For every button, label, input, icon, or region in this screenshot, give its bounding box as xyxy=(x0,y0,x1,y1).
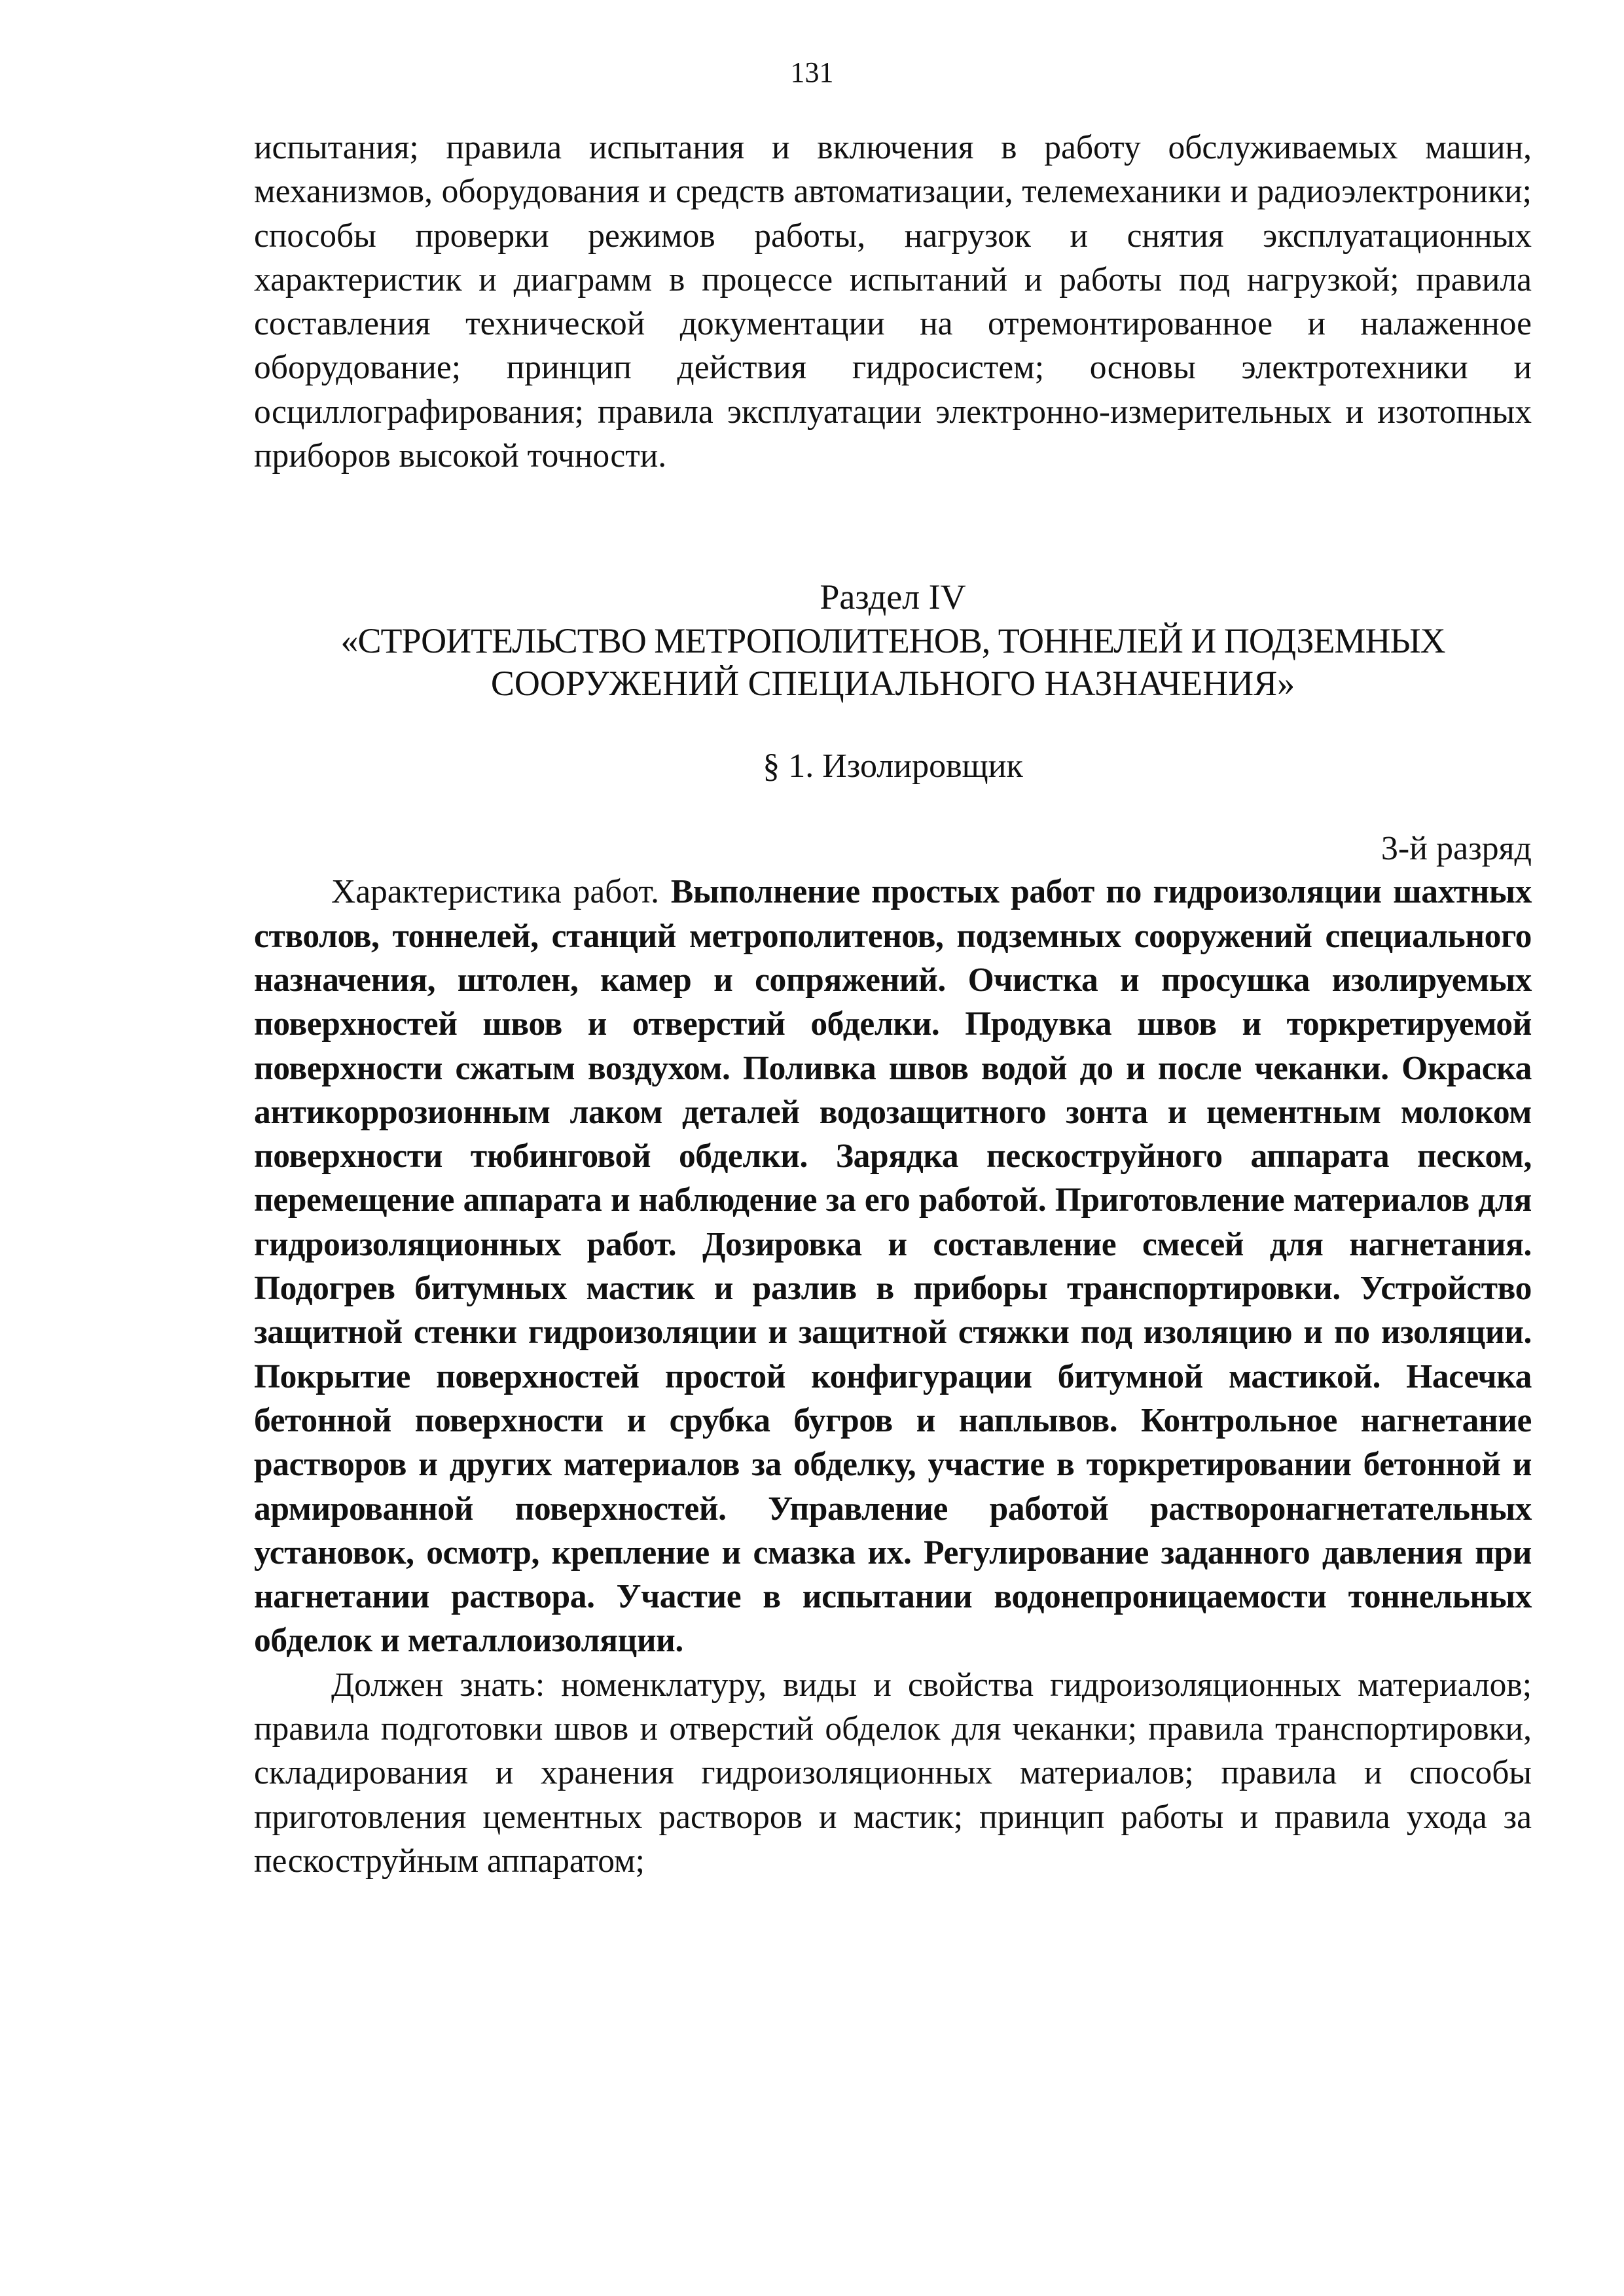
knowledge-text: номенклатуру, виды и свойства гидроизоляционных материалов; правила подготовки швов и отверстий обделок для чеканки; правила транспортировки, складирования и хранения гидроизоляционных материалов; правила и способы приготовления цементных растворов и мастик; принцип работы и правила ухода за пескоструйным аппаратом; xyxy=(254,1666,1532,1880)
profession-heading: § 1. Изолировщик xyxy=(763,747,1023,785)
characteristics-text: Выполнение простых работ по гидроизоляции шахтных стволов, тоннелей, станций метрополитенов, подземных сооружений специального назначения, штолен, камер и сопряжений. Очистка и просушка изолируемых поверхностей швов и отверстий обделки. Продувка швов и торкретируемой поверхности сжатым воздухом. Поливка швов водой до и после чеканки. Окраска антикоррозионным лаком деталей водозащитного зонта и цементным молоком поверхности тюбинговой обделки. Зарядка пескоструйного аппарата песком, перемещение аппарата и наблюдение за его работой. Приготовление материалов для гидроизоляционных работ. Дозировка и составление смесей для нагнетания. Подогрев битумных мастик и разлив в приборы транспортировки. Устройство защитной стенки гидроизоляции и защитной стяжки под изоляцию и по изоляции. Покрытие поверхностей простой конфигурации битумной мастикой. Насечка бетонной поверхности и срубка бугров и наплывов. Контрольное нагнетание растворов и других материалов за обделку, участие в торкретировании бетонной и армированной поверхностей. Управление работой растворонагнетательных установок, осмотр, крепление и смазка их. Регулирование заданного давления при нагнетании раствора. Участие в испытании водонепроницаемости тоннельных обделок и металлоизоляции. xyxy=(254,873,1532,1660)
page-content xyxy=(254,126,1532,1883)
section-label: Раздел IV xyxy=(820,577,966,617)
knowledge-paragraph xyxy=(254,1663,1532,1883)
characteristics-paragraph xyxy=(254,870,1532,1662)
section-title-line-2: СООРУЖЕНИЙ СПЕЦИАЛЬНОГО НАЗНАЧЕНИЯ» xyxy=(490,664,1295,704)
page-number: 131 xyxy=(790,56,834,88)
knowledge-label: Должен знать: xyxy=(331,1666,545,1704)
section-title-line-1: «СТРОИТЕЛЬСТВО МЕТРОПОЛИТЕНОВ, ТОННЕЛЕЙ И ПОДЗЕМНЫХ xyxy=(340,621,1445,661)
grade-label: 3-й разряд xyxy=(1380,830,1532,868)
intro-paragraph: испытания; правила испытания и включения в работу обслуживаемых машин, механизмов, оборудования и средств автоматизации, телемеханики и радиоэлектроники; способы проверки режимов работы, нагрузок и снятия эксплуатационных характеристик и диаграмм в процессе испытаний и работы под нагрузкой; правила составления технической документации на отремонтированное и налаженное оборудование; принцип действия гидросистем; основы электротехники и осциллографирования; правила эксплуатации электронно-измерительных и изотопных приборов высокой точности. xyxy=(254,129,1532,475)
characteristics-label: Характеристика работ. xyxy=(331,873,659,911)
